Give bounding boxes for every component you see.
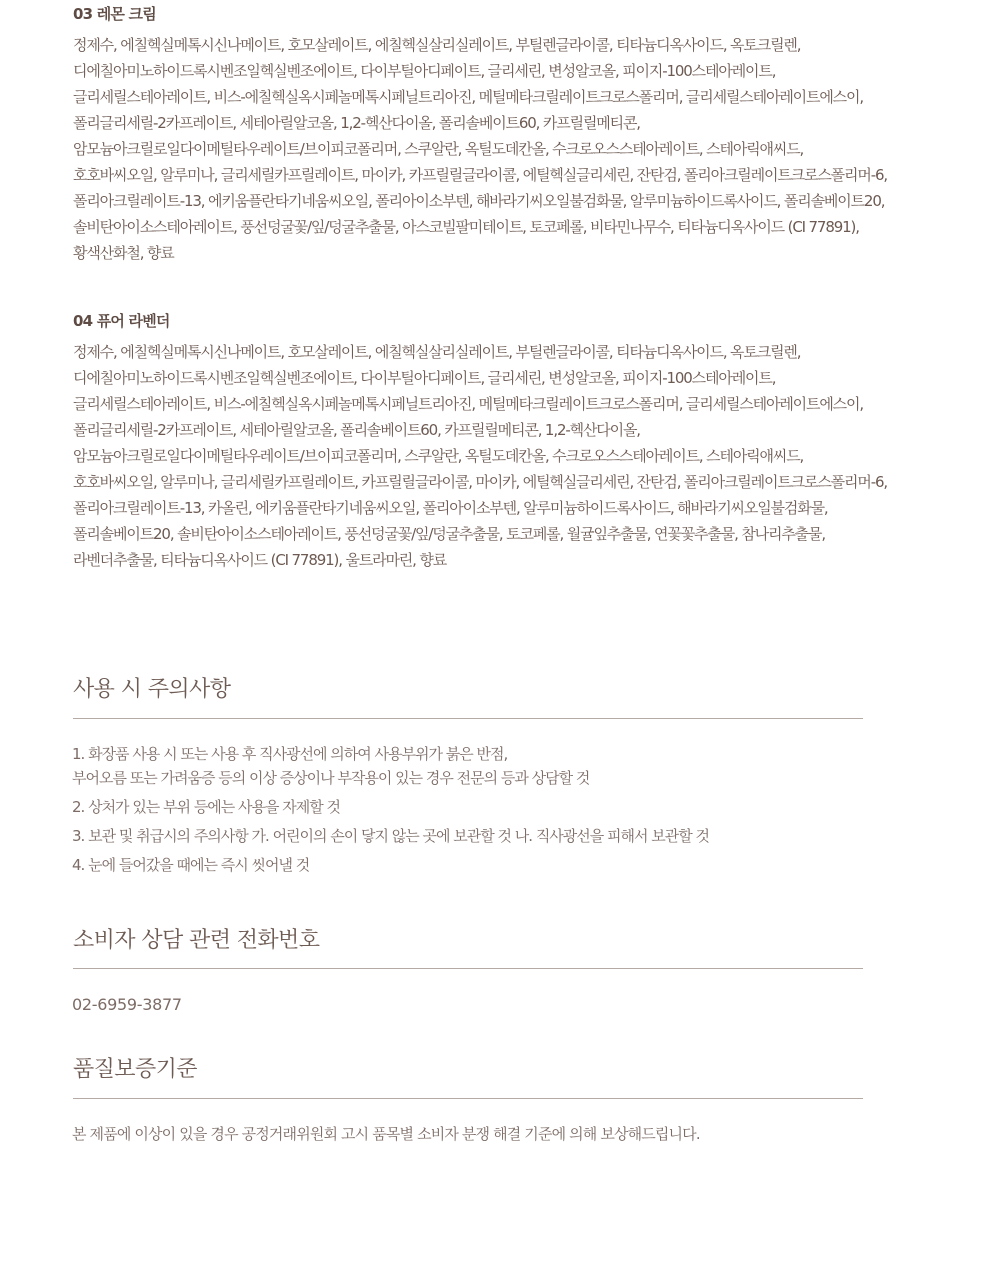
precaution-item (72, 742, 932, 790)
ingredient-line: 호호바씨오일, 알루미나, 글리세릴카프릴레이트, 카프릴릴글라이콜, 마이카, 에틸헥실글리세린, 잔탄검, 폴리아크릴레이트크로스폴리머-6, (73, 473, 887, 491)
ingredients-pure-lavender (73, 309, 933, 573)
ingredient-line: 정제수, 에칠헥실메톡시신나메이트, 호모살레이트, 에칠헥실살리실레이트, 부틸렌글라이콜, 티타늄디옥사이드, 옥토크릴렌, (73, 36, 801, 54)
section-divider (73, 718, 863, 719)
quality-guarantee-text: 본 제품에 이상이 있을 경우 공정거래위원회 고시 품목별 소비자 분쟁 해결 기준에 의해 보상해드립니다. (72, 1125, 700, 1143)
section-divider (73, 968, 863, 969)
precautions-title: 사용 시 주의사항 (73, 677, 231, 702)
ingredient-line: 디에칠아미노하이드록시벤조일헥실벤조에이트, 다이부틸아디페이트, 글리세린, 변성알코올, 피이지-100스테아레이트, (73, 62, 776, 80)
ingredient-line: 암모늄아크릴로일다이메틸타우레이트/브이피코폴리머, 스쿠알란, 옥틸도데칸올, 수크로오스스테아레이트, 스테아릭애씨드, (73, 140, 804, 158)
consumer-phone-title: 소비자 상담 관련 전화번호 (73, 928, 320, 953)
ingredient-line: 폴리솔베이트20, 솔비탄아이소스테아레이트, 풍선덩굴꽃/잎/덩굴추출물, 토코페롤, 월귤잎추출물, 연꽃꽃추출물, 참나리추출물, (73, 525, 825, 543)
ingredient-line: 라벤더추출물, 티타늄디옥사이드 (CI 77891), 울트라마린, 향료 (73, 551, 447, 569)
ingredient-line: 정제수, 에칠헥실메톡시신나메이트, 호모살레이트, 에칠헥실살리실레이트, 부틸렌글라이콜, 티타늄디옥사이드, 옥토크릴렌, (73, 343, 801, 361)
ingredient-line: 호호바씨오일, 알루미나, 글리세릴카프릴레이트, 마이카, 카프릴릴글라이콜, 에틸헥실글리세린, 잔탄검, 폴리아크릴레이트크로스폴리머-6, (73, 166, 887, 184)
ingredient-line: 폴리아크릴레이트-13, 에키움플란타기네움씨오일, 폴리아이소부텐, 해바라기씨오일불검화물, 알루미늄하이드록사이드, 폴리솔베이트20, (73, 192, 885, 210)
ingredient-line: 솔비탄아이소스테아레이트, 풍선덩굴꽃/잎/덩굴추출물, 아스코빌팔미테이트, 토코페롤, 비타민나무수, 티타늄디옥사이드 (CI 77891), (73, 218, 859, 236)
precaution-line: 1. 화장품 사용 시 또는 사용 후 직사광선에 의하여 사용부위가 붉은 반점, (72, 745, 508, 763)
ingredient-line: 황색산화철, 향료 (73, 244, 174, 262)
precaution-item: 2. 상처가 있는 부위 등에는 사용을 자제할 것 (72, 798, 341, 816)
precaution-item: 4. 눈에 들어갔을 때에는 즉시 씻어낼 것 (72, 856, 310, 874)
ingredients-lemon-cream (73, 2, 933, 266)
precaution-item: 3. 보관 및 취급시의 주의사항 가. 어린이의 손이 닿지 않는 곳에 보관할 것 나. 직사광선을 피해서 보관할 것 (72, 827, 709, 845)
ingredient-title: 04 퓨어 라벤더 (73, 312, 170, 330)
precaution-line: 부어오름 또는 가려움증 등의 이상 증상이나 부작용이 있는 경우 전문의 등과 상담할 것 (72, 769, 590, 787)
ingredient-line: 암모늄아크릴로일다이메틸타우레이트/브이피코폴리머, 스쿠알란, 옥틸도데칸올, 수크로오스스테아레이트, 스테아릭애씨드, (73, 447, 804, 465)
section-divider (73, 1098, 863, 1099)
precautions-list (72, 742, 932, 882)
phone-number: 02-6959-3877 (72, 995, 182, 1014)
ingredient-line: 디에칠아미노하이드록시벤조일헥실벤조에이트, 다이부틸아디페이트, 글리세린, 변성알코올, 피이지-100스테아레이트, (73, 369, 776, 387)
ingredient-line: 폴리글리세릴-2카프레이트, 세테아릴알코올, 폴리솔베이트60, 카프릴릴메티콘, 1,2-헥산다이올, (73, 421, 640, 439)
quality-guarantee-title: 품질보증기준 (73, 1057, 197, 1082)
ingredient-title: 03 레몬 크림 (73, 5, 156, 23)
ingredient-line: 글리세릴스테아레이트, 비스-에칠헥실옥시페놀메톡시페닐트리아진, 메틸메타크릴레이트크로스폴리머, 글리세릴스테아레이트에스이, (73, 395, 863, 413)
ingredient-line: 폴리글리세릴-2카프레이트, 세테아릴알코올, 1,2-헥산다이올, 폴리솔베이트60, 카프릴릴메티콘, (73, 114, 640, 132)
ingredient-line: 폴리아크릴레이트-13, 카올린, 에키움플란타기네움씨오일, 폴리아이소부텐, 알루미늄하이드록사이드, 해바라기씨오일불검화물, (73, 499, 828, 517)
ingredient-line: 글리세릴스테아레이트, 비스-에칠헥실옥시페놀메톡시페닐트리아진, 메틸메타크릴레이트크로스폴리머, 글리세릴스테아레이트에스이, (73, 88, 863, 106)
